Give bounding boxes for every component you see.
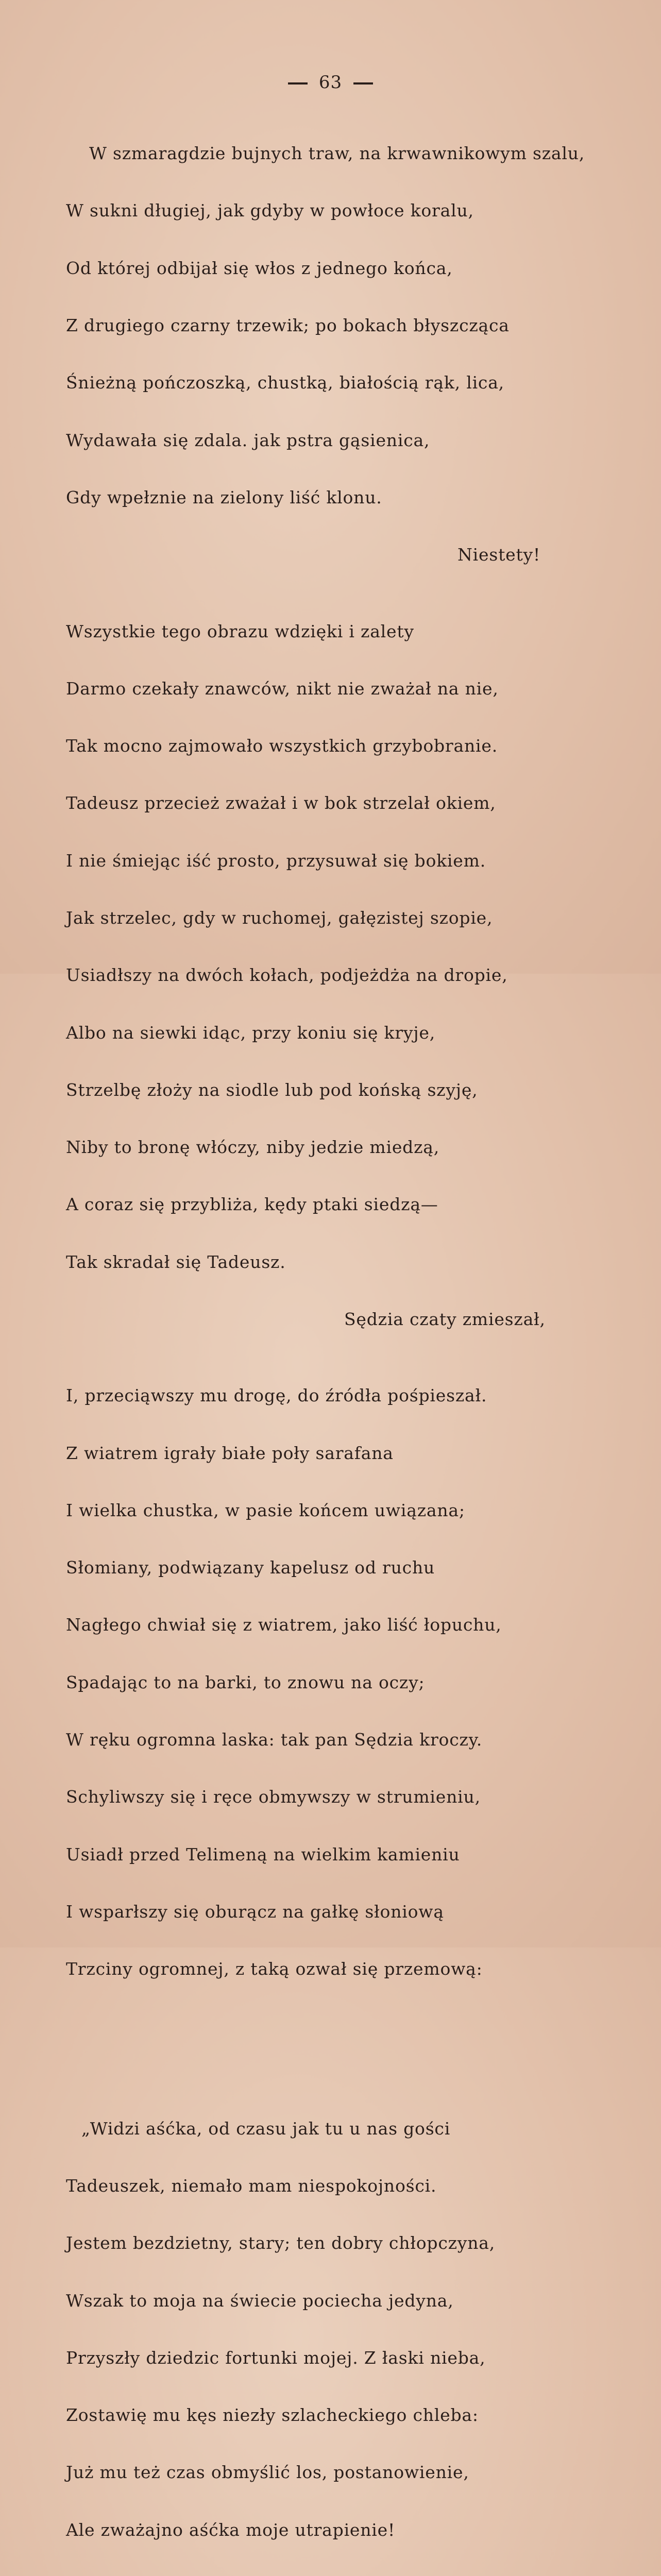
poem-line: Wszystkie tego obrazu wdzięki i zalety [66, 621, 414, 641]
poem-line: Tak mocno zajmowało wszystkich grzybobranie. [66, 736, 498, 756]
poem-line: I, przeciąwszy mu drogę, do źródła pośpieszał. [66, 1385, 487, 1406]
header-dash-right [353, 82, 373, 84]
poem-line: Ale zważajno aśćka moje utrapienie! [66, 2519, 396, 2540]
poem-line: I wsparłszy się oburącz na gałkę słoniową [66, 1901, 444, 1922]
poem-line: Jestem bezdzietny, stary; ten dobry chłopczyna, [66, 2233, 496, 2253]
poem-line: Usiadłszy na dwóch kołach, podjeżdża na dropie, [66, 965, 508, 986]
poem-line: Jak strzelec, gdy w ruchomej, gałęzistej szopie, [66, 907, 493, 928]
poem-line: Przyszły dziedzic fortunki mojej. Z łaski nieba, [66, 2347, 486, 2368]
poem-line: Słomiany, podwiązany kapelusz od ruchu [66, 1557, 435, 1578]
poem-line: Tadeusz przecież zważał i w bok strzelał okiem, [66, 793, 496, 814]
poem-line: Darmo czekały znawców, nikt nie zważał na nie, [66, 678, 499, 699]
poem-line: „Widzi aśćka, od czasu jak tu u nas gości [81, 2118, 451, 2139]
poem-text [66, 106, 622, 2576]
header-dash-left [288, 82, 308, 84]
poem-line: Nagłego chwiał się z wiatrem, jako liść łopuchu, [66, 1615, 502, 1635]
page-header [0, 72, 661, 93]
stanza-break [66, 2036, 622, 2061]
poem-line: Schyliwszy się i ręce obmywszy w strumieniu, [66, 1787, 481, 1807]
poem-line: Trzciny ogromnej, z taką ozwał się przemową: [66, 1959, 483, 1979]
poem-line: Zostawię mu kęs niezły szlacheckiego chleba: [66, 2405, 479, 2426]
poem-line: I nie śmiejąc iść prosto, przysuwał się bokiem. [66, 850, 486, 871]
poem-line-continuation: Niestety! [457, 545, 541, 565]
poem-line: Już mu też czas obmyślić los, postanowienie, [66, 2462, 469, 2483]
poem-line: W szmaragdzie bujnych traw, na krwawnikowym szalu, [89, 143, 585, 164]
poem-line: Tadeuszek, niemało mam niespokojności. [66, 2176, 437, 2196]
poem-line: Strzelbę złoży na siodle lub pod końską szyję, [66, 1079, 478, 1100]
poem-line: Wszak to moja na świecie pociecha jedyna, [66, 2290, 454, 2311]
poem-line: Śnieżną pończoszką, chustką, białością rąk, lica, [66, 372, 504, 393]
poem-line: A coraz się przybliża, kędy ptaki siedzą— [66, 1194, 438, 1215]
poem-line: Albo na siewki idąc, przy koniu się kryje, [66, 1022, 436, 1043]
poem-line: Usiadł przed Telimeną na wielkim kamieniu [66, 1844, 460, 1865]
poem-line: Tak skradał się Tadeusz. [66, 1251, 286, 1272]
poem-line: Z wiatrem igrały białe poły sarafana [66, 1443, 394, 1463]
poem-line: Gdy wpełznie na zielony liść klonu. [66, 487, 382, 507]
poem-line-continuation: Sędzia czaty zmieszał, [344, 1309, 546, 1329]
poem-line: Spadając to na barki, to znowu na oczy; [66, 1672, 425, 1692]
poem-line: Wydawała się zdala. jak pstra gąsienica, [66, 430, 430, 450]
page-number: 63 [318, 72, 343, 93]
poem-line: Z drugiego czarny trzewik; po bokach błyszcząca [66, 315, 510, 336]
poem-line: Od której odbijał się włos z jednego końca, [66, 258, 453, 278]
poem-line: I wielka chustka, w pasie końcem uwiązana; [66, 1500, 465, 1520]
poem-line: W ręku ogromna laska: tak pan Sędzia kroczy. [66, 1729, 483, 1750]
poem-line: Niby to bronę włóczy, niby jedzie miedzą, [66, 1137, 440, 1158]
poem-line: W sukni długiej, jak gdyby w powłoce koralu, [66, 200, 474, 221]
